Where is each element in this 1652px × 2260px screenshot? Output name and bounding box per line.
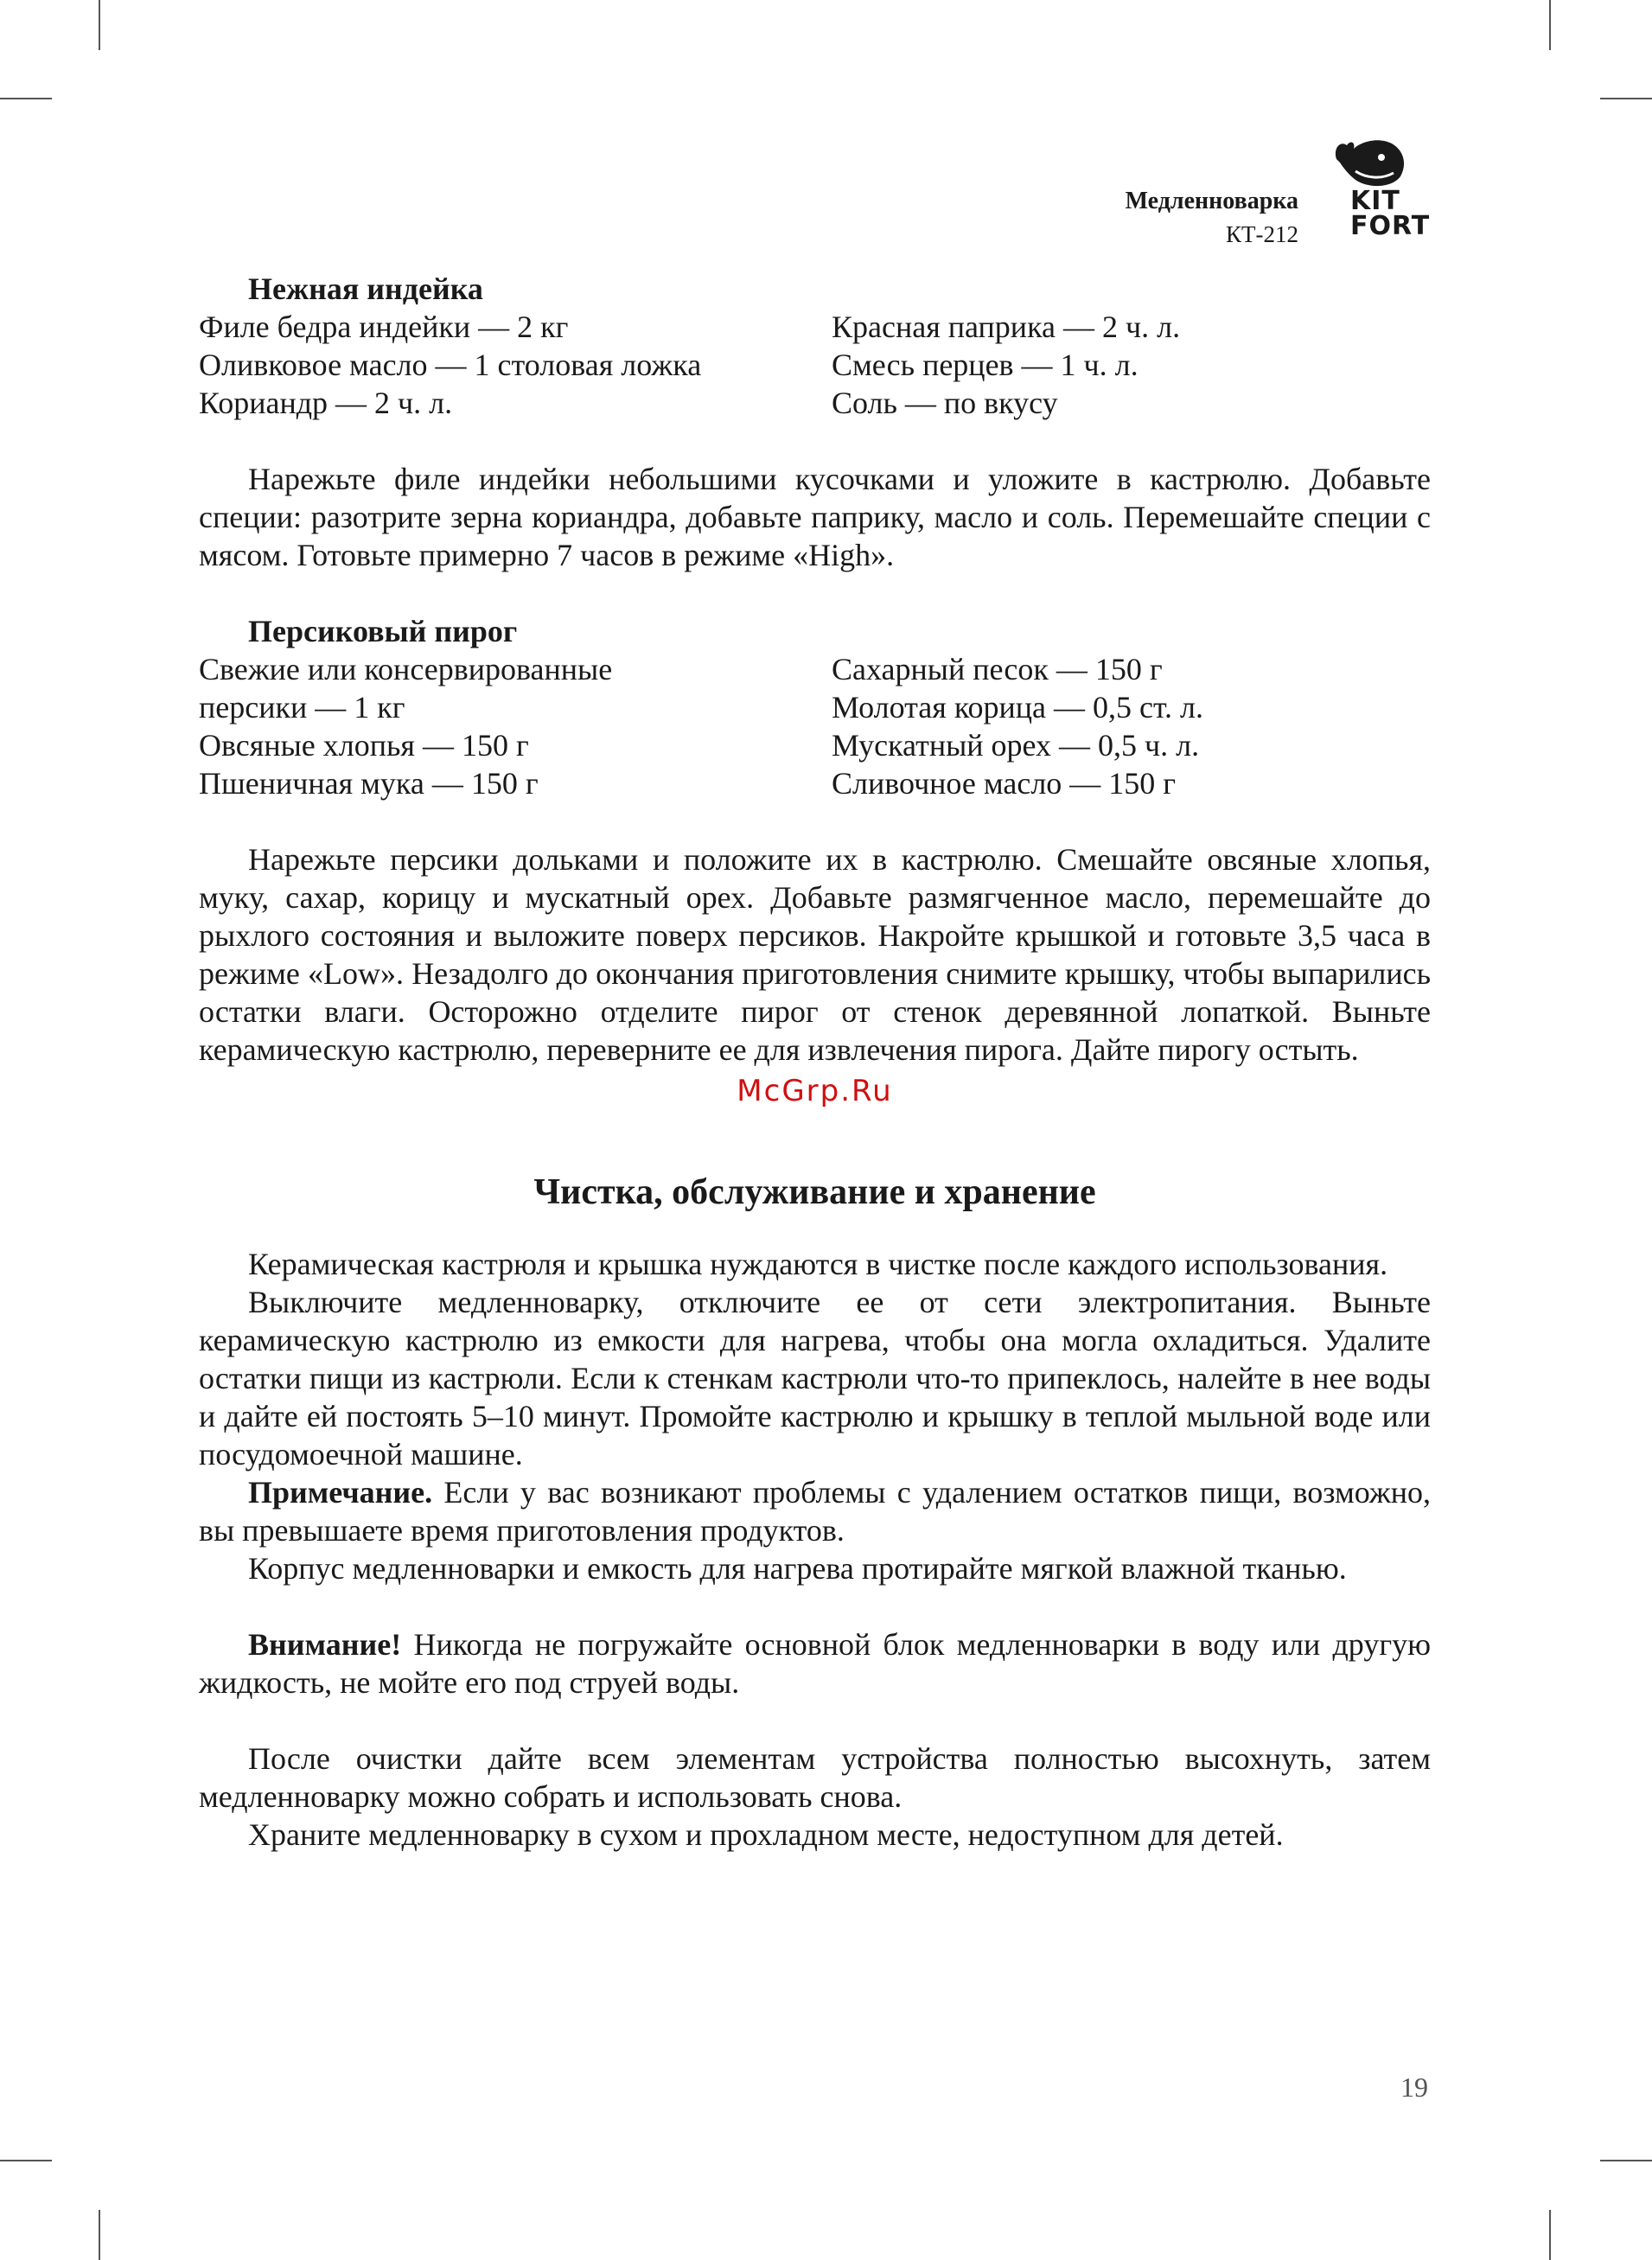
ingredient-item: Красная паприка — 2 ч. л.	[832, 310, 1181, 344]
ingredient-item: Мускатный орех — 0,5 ч. л.	[832, 728, 1200, 763]
ingredient-item: Молотая корица — 0,5 ст. л.	[832, 690, 1203, 725]
ingredients-left-column	[199, 308, 832, 422]
product-name: Медленноварка	[1125, 188, 1298, 214]
recipe-instructions-peach-pie: Нарежьте персики дольками и положите их в кастрюлю. Смешайте овсяные хлопья, муку, сахар, корицу и мускатный орех. Добавьте размягченное масло, перемешайте до рыхлого состояния и выложите поверх персиков. Накройте крышкой и готовьте 3,5 часа в режиме «Low». Незадолго до окончания приготовления снимите крышку, чтобы выпарились остатки влаги. Осторожно отделите пирог от стенок деревянной лопаткой. Выньте керамическую кастрюлю, переверните ее для извлечения пирога. Дайте пирогу остыть.	[199, 842, 1431, 1067]
note-text: Если у вас возникают проблемы с удалением остатков пищи, возможно, вы превышаете время приготовления продуктов.	[199, 1475, 1431, 1548]
ingredient-item: Пшеничная мука — 150 г	[199, 766, 539, 801]
ingredient-item: Кориандр — 2 ч. л.	[199, 386, 453, 420]
note-paragraph	[199, 1473, 1431, 1549]
ingredient-item: персики — 1 кг	[199, 690, 405, 725]
ingredients-left-column	[199, 650, 832, 802]
crop-mark	[1549, 2210, 1551, 2260]
ingredient-item: Свежие или консервированные	[199, 652, 613, 686]
paragraph: После очистки дайте всем элементам устройства полностью высохнуть, затем медленноварку можно собрать и использовать снова.	[199, 1741, 1431, 1814]
ingredients-peach-pie	[199, 650, 1431, 802]
paragraph: Храните медленноварку в сухом и прохладном месте, недоступном для детей.	[248, 1817, 1284, 1852]
warning-text: Никогда не погружайте основной блок медленноварки в воду или другую жидкость, не мойте его под струей воды.	[199, 1627, 1431, 1700]
crop-mark	[99, 2210, 100, 2260]
recipe-instructions-turkey: Нарежьте филе индейки небольшими кусочками и уложите в кастрюлю. Добавьте специи: разотрите зерна кориандра, добавьте паприку, масло и соль. Перемешайте специи с мясом. Готовьте примерно 7 часов в режиме «High».	[199, 462, 1431, 572]
paragraph: Выключите медленноварку, отключите ее от сети электропитания. Выньте керамическую кастрюлю из емкости для нагрева, чтобы она могла охладиться. Удалите остатки пищи из кастрюли. Если к стенкам кастрюли что-то припеклось, налейте в нее воды и дайте ей постоять 5–10 минут. Промойте кастрюлю и крышку в теплой мыльной воде или посудомоечной машине.	[199, 1285, 1431, 1472]
warning-paragraph	[199, 1625, 1431, 1701]
paragraph: Корпус медленноварки и емкость для нагрева протирайте мягкой влажной тканью.	[248, 1551, 1347, 1586]
ingredient-item: Сливочное масло — 150 г	[832, 766, 1177, 801]
logo-text-fort: FORT	[1350, 211, 1431, 241]
kitfort-logo	[1314, 133, 1435, 246]
crop-mark	[99, 0, 100, 50]
ingredient-item: Оливковое масло — 1 столовая ложка	[199, 348, 702, 382]
ingredient-item: Сахарный песок — 150 г	[832, 652, 1163, 686]
ingredient-item: Филе бедра индейки — 2 кг	[199, 310, 569, 344]
crop-mark	[1549, 0, 1551, 50]
ingredient-item: Смесь перцев — 1 ч. л.	[832, 348, 1139, 382]
crop-mark	[0, 2160, 52, 2161]
watermark-link[interactable]: McGrp.Ru	[737, 1074, 893, 1108]
ingredient-item: Соль — по вкусу	[832, 386, 1058, 420]
recipe-title-turkey: Нежная индейка	[248, 271, 483, 306]
page-number: 19	[1400, 2072, 1428, 2103]
ingredients-right-column	[832, 308, 1180, 422]
note-label: Примечание.	[248, 1475, 433, 1510]
page-content	[199, 270, 1431, 1854]
header-product-info	[1126, 185, 1298, 251]
ingredients-turkey	[199, 308, 1431, 422]
whale-logo-icon	[1330, 133, 1409, 192]
product-model: КТ-212	[1226, 221, 1298, 247]
crop-mark	[1600, 2160, 1652, 2161]
ingredient-item: Овсяные хлопья — 150 г	[199, 728, 529, 763]
ingredients-right-column	[832, 650, 1203, 802]
crop-mark	[0, 98, 52, 99]
paragraph: Керамическая кастрюля и крышка нуждаются в чистке после каждого использования.	[248, 1247, 1388, 1281]
section-title: Чистка, обслуживание и хранение	[533, 1172, 1096, 1212]
logo-text-kit: KIT	[1350, 186, 1400, 216]
crop-mark	[1600, 98, 1652, 99]
recipe-title-peach-pie: Персиковый пирог	[248, 614, 518, 648]
warning-label: Внимание!	[248, 1627, 402, 1662]
